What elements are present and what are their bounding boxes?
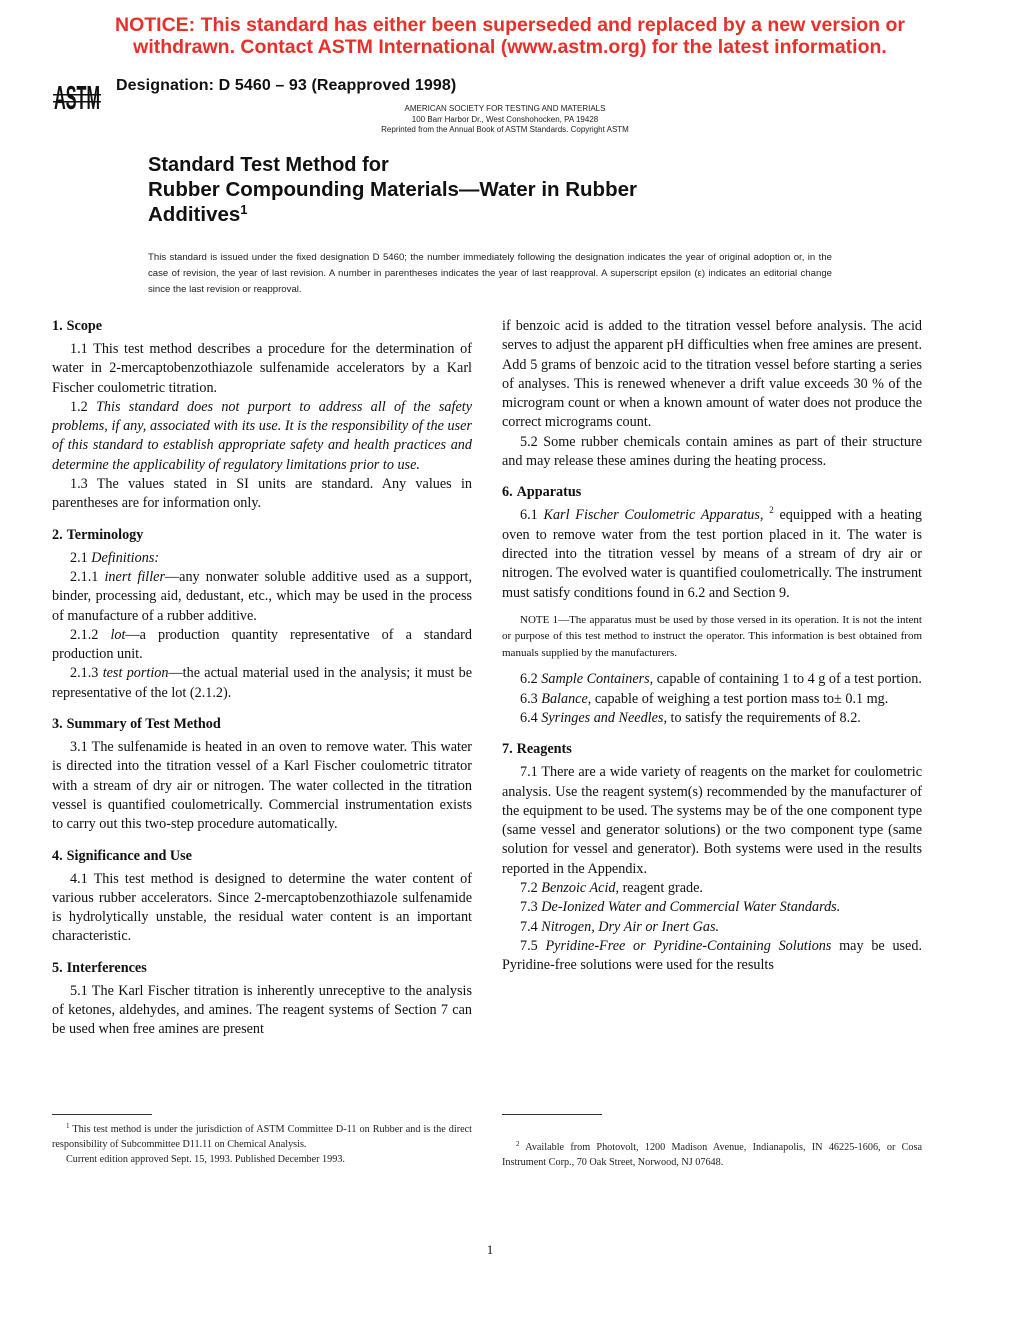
section-heading-reagents: 7. Reagents (502, 741, 572, 758)
footnote-1 (52, 1122, 472, 1167)
paragraph-5-1-start: 5.1 The Karl Fischer titration is inherently unreceptive to the analysis of ketones, aldehydes, and amines. The reagent systems of Section 7 can be used when free amines are present (52, 982, 472, 1038)
organization-name: AMERICAN SOCIETY FOR TESTING AND MATERIALS (404, 104, 606, 113)
astm-logo (52, 74, 102, 122)
organization-reprint: Reprinted from the Annual Book of ASTM Standards. Copyright ASTM (381, 125, 629, 134)
paragraph-7-3: 7.3 De-Ionized Water and Commercial Water Standards. (520, 899, 841, 916)
astm-logo-text: ASTM (54, 79, 100, 117)
title-line-2: Rubber Compounding Materials—Water in Rubber (148, 178, 637, 201)
section-heading-significance: 4. Significance and Use (52, 847, 192, 864)
paragraph-7-2: 7.2 Benzoic Acid, reagent grade. (520, 880, 703, 897)
section-heading-summary: 3. Summary of Test Method (52, 716, 221, 733)
paragraph-4-1: 4.1 This test method is designed to determine the water content of various rubber accelerators. Since 2-mercaptobenzothiazole sulfenamide is hydrolytically unstable, the residual water content is an important characteristic. (52, 870, 472, 945)
footnote-1-line-2: Current edition approved Sept. 15, 1993. Published December 1993. (66, 1154, 345, 1165)
footnote-2 (502, 1140, 922, 1170)
paragraph-1-3: 1.3 The values stated in SI units are standard. Any values in parentheses are for information only. (52, 476, 472, 512)
paragraph-1-1: 1.1 This test method describes a procedure for the determination of water in 2-mercaptobenzothiazole sulfenamide accelerators by a Karl Fischer coulometric titration. (52, 341, 472, 396)
page-number: 1 (486, 1242, 494, 1257)
paragraph-6-1: 6.1 Karl Fischer Coulometric Apparatus, $^2$ equipped with a heating oven to remove water from the test portion placed in it. The water is directed into the titration vessel by means of a stream of dry air or nitrogen. The evolved water is quantified coulometrically. The instrument must satisfy conditions found in 6.2 and Section 9. (502, 505, 923, 601)
paragraph-7-1: 7.1 There are a wide variety of reagents on the market for coulometric analysis. Use the reagent system(s) recommended by the manufacturer of the equipment to be used. The systems may be of the one component type (same vessel and generator solutions) or the two component type (same solution for vessel and generator). Both systems were used in the results reported in the Appendix. (502, 764, 922, 877)
paragraph-2-1-3: 2.1.3 test portion—the actual material used in the analysis; it must be representative of the lot (2.1.2). (52, 665, 473, 701)
preamble: This standard is issued under the fixed designation D 5460; the number immediately following the designation indicates the year of original adoption or, in the case of revision, the year of last revision. A number in parentheses indicates the year of last reapproval. A superscript epsilon (ε) indicates an editorial change since the last revision or reapproval. (148, 252, 832, 295)
section-heading-apparatus: 6. Apparatus (502, 484, 582, 501)
paragraph-5-2: 5.2 Some rubber chemicals contain amines as part of their structure and may release these amines during the heating process. (502, 433, 922, 470)
notice-line-2: withdrawn. Contact ASTM International (www.astm.org) for the latest information. (133, 36, 887, 58)
footnote-rule-right (502, 1114, 602, 1115)
paragraph-7-4: 7.4 Nitrogen, Dry Air or Inert Gas. (520, 918, 720, 935)
title-line-1: Standard Test Method for (148, 154, 389, 176)
right-column (502, 317, 922, 976)
section-heading-terminology: 2. Terminology (52, 526, 144, 543)
organization-address: 100 Barr Harbor Dr., West Conshohocken, PA 19428 (411, 114, 599, 124)
notice-banner (60, 14, 960, 58)
paragraph-6-3: 6.3 Balance, capable of weighing a test portion mass to± 0.1 mg. (520, 690, 889, 707)
title-line-3 (148, 202, 637, 227)
section-heading-interferences: 5. Interferences (52, 959, 147, 976)
document-title (148, 153, 637, 227)
footnote-1-line-1: $^1$ This test method is under the jurisdiction of ASTM Committee D-11 on Rubber and is the direct responsibility of Subcommittee D11.11 on Chemical Analysis. (52, 1122, 472, 1150)
paragraph-6-4: 6.4 Syringes and Needles, to satisfy the requirements of 8.2. (520, 709, 861, 726)
paragraph-1-2: 1.2 This standard does not purport to address all of the safety problems, if any, associated with its use. It is the responsibility of the user of this standard to establish appropriate safety and health practices and determine the applicability of regulatory limitations prior to use. (52, 398, 472, 473)
note-1: NOTE 1—The apparatus must be used by those versed in its operation. It is not the intent or purpose of this test method to instruct the operator. This information is best obtained from manuals supplied by the manufacturers. (502, 613, 922, 659)
paragraph-7-5: 7.5 Pyridine-Free or Pyridine-Containing Solutions may be used. Pyridine-free solutions were used for the results (502, 937, 922, 974)
paragraph-5-1-continued: if benzoic acid is added to the titration vessel before analysis. The acid serves to adjust the apparent pH difficulties when free amines are present. Add 5 grams of benzoic acid to the titration vessel before starting a series of analyses. This is renewed whenever a drift value exceeds 30 % of the microgram count or when a known amount of water does not produce the correct micrograms count. (502, 318, 922, 431)
title-line-3-text: Additives (148, 203, 241, 226)
paragraph-3-1: 3.1 The sulfenamide is heated in an oven to remove water. This water is directed into the titration vessel of a Karl Fischer coulometric titrator with a stream of dry air or nitrogen. The water collected in the titration vessel is quantified coulometrically. Commercial instrumentation exists to carry out this two-step procedure automatically. (52, 739, 472, 833)
paragraph-2-1-1: 2.1.1 inert filler—any nonwater soluble additive used as a support, binder, processing aid, dedustant, etc., which may be used in the process of manufacture of a rubber additive. (52, 568, 473, 624)
title-footnote-mark: 1 (240, 202, 248, 217)
organization-block (330, 104, 680, 136)
footnote-2-text: $^2$ Available from Photovolt, 1200 Madison Avenue, Indianapolis, IN 46225-1606, or Cosa Instrument Corp., 70 Oak Street, Norwood, NJ 07648. (502, 1140, 923, 1168)
designation: Designation: D 5460 – 93 (Reapproved 1998) (116, 77, 457, 94)
paragraph-6-2: 6.2 Sample Containers, capable of containing 1 to 4 g of a test portion. (520, 671, 922, 688)
notice-line-1: NOTICE: This standard has either been superseded and replaced by a new version or (115, 14, 905, 36)
footnote-rule-left (52, 1114, 152, 1115)
paragraph-2-1-2: 2.1.2 lot—a production quantity representative of a standard production unit. (52, 626, 472, 663)
left-column (52, 317, 472, 1040)
paragraph-2-1: 2.1 Definitions: (70, 549, 160, 566)
section-heading-scope: 1. Scope (52, 318, 103, 334)
footnote-ref-2: 2 (769, 505, 774, 516)
